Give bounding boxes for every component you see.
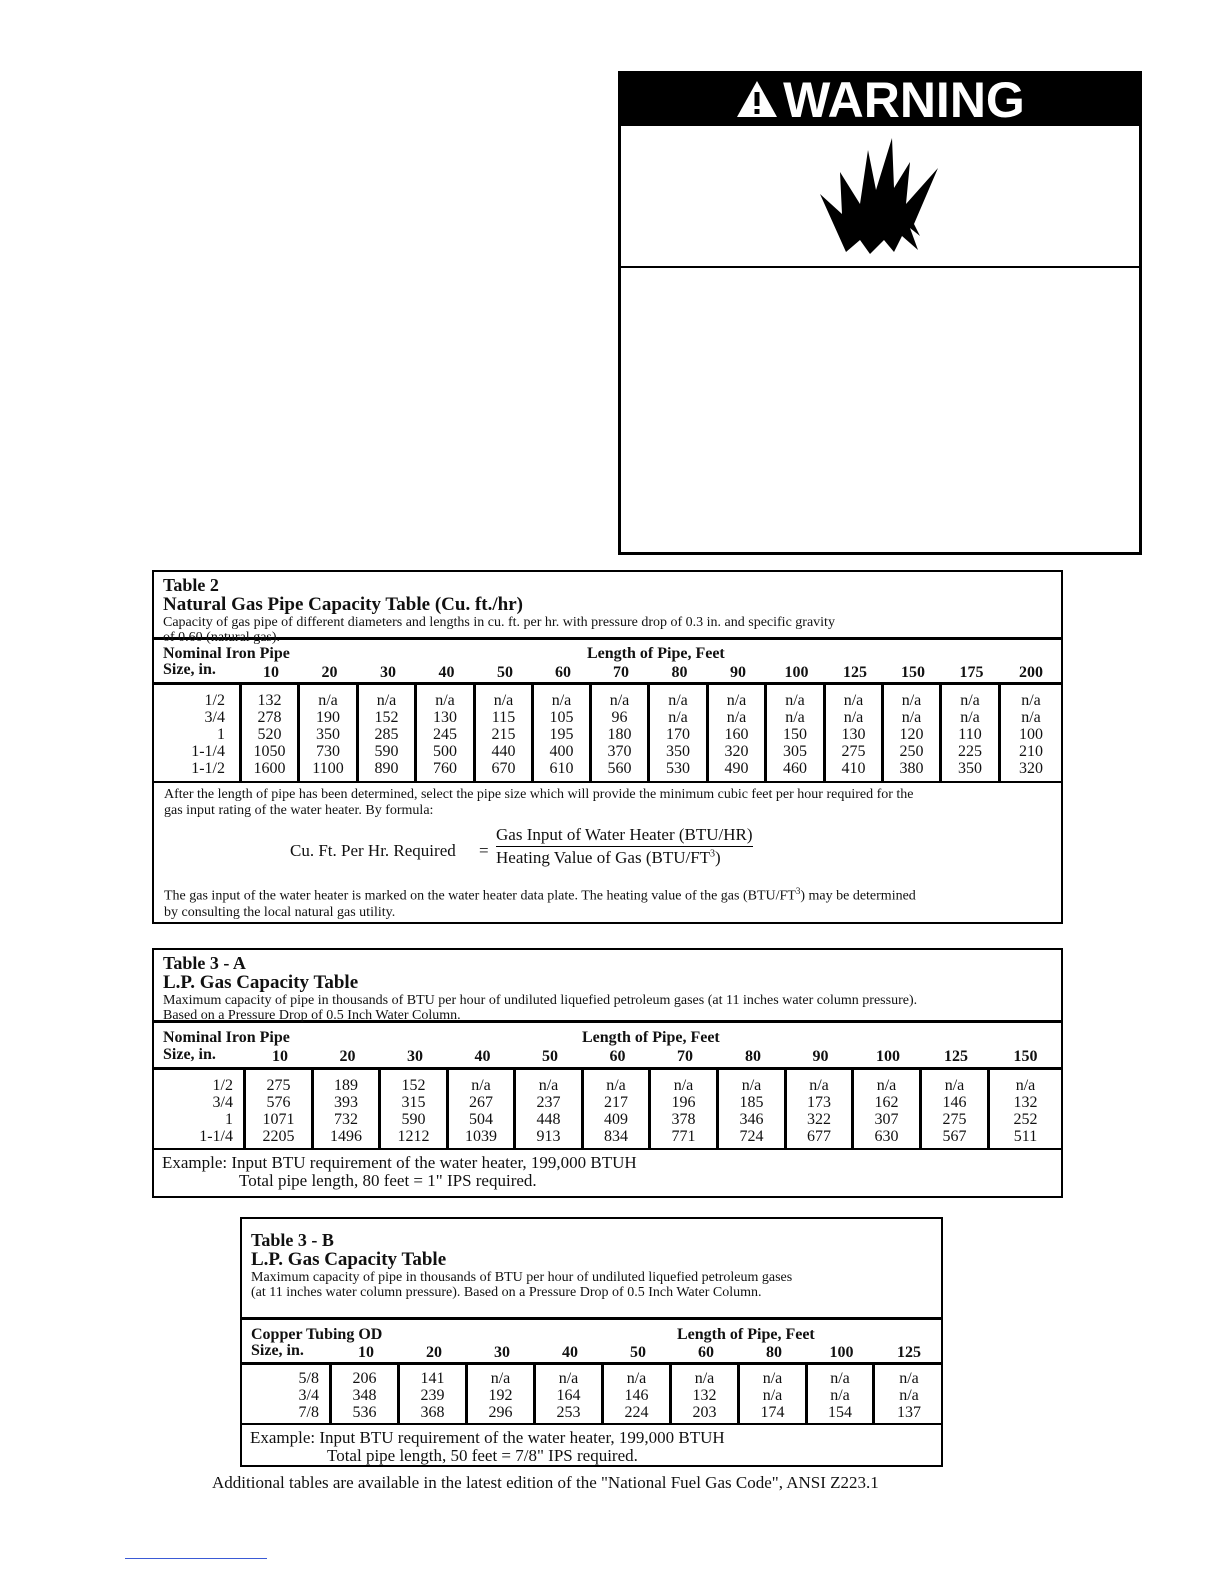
data-column: [740, 1365, 808, 1423]
footnote-line: by consulting the local natural gas utility.: [164, 904, 396, 920]
warning-title: WARNING: [783, 72, 1025, 128]
warning-body: [621, 268, 1139, 548]
warning-graphic: [621, 126, 1139, 268]
capacity-cell: n/a: [668, 692, 688, 709]
capacity-cell: n/a: [960, 709, 980, 726]
pipe-size-cell: 3/4: [298, 1387, 319, 1404]
capacity-cell: 590: [401, 1111, 426, 1128]
capacity-cell: 192: [488, 1387, 513, 1404]
length-heading: 50: [630, 1344, 646, 1361]
length-heading: 10: [263, 664, 279, 681]
capacity-cell: n/a: [843, 692, 864, 709]
additional-tables-note: Additional tables are available in the latest edition of the "National Fuel Gas Code", ANSI Z223.1: [212, 1473, 879, 1492]
capacity-cell: 520: [257, 726, 282, 743]
length-heading: 100: [829, 1344, 854, 1361]
capacity-cell: n/a: [762, 1387, 783, 1404]
capacity-cell: 1050: [253, 743, 286, 760]
formula: [154, 825, 1061, 879]
capacity-cell: 350: [316, 726, 340, 743]
capacity-cell: 132: [257, 692, 282, 709]
capacity-cell: 189: [334, 1077, 358, 1094]
capacity-cell: 410: [841, 760, 866, 777]
data-column: [709, 685, 767, 781]
capacity-cell: n/a: [673, 1077, 694, 1094]
capacity-cell: 2205: [262, 1128, 295, 1145]
data-column: [536, 1365, 604, 1423]
capacity-cell: 1212: [397, 1128, 430, 1145]
length-heading: 40: [562, 1344, 578, 1361]
capacity-cell: 890: [374, 760, 399, 777]
capacity-cell: 670: [491, 760, 516, 777]
capacity-cell: n/a: [876, 1077, 897, 1094]
length-heading: 20: [321, 664, 338, 681]
capacity-cell: n/a: [318, 692, 338, 709]
data-column: [787, 1070, 854, 1148]
capacity-cell: 160: [724, 726, 749, 743]
capacity-cell: n/a: [471, 1077, 491, 1094]
data-column: [417, 685, 476, 781]
data-column: [884, 685, 942, 781]
data-column: [767, 685, 826, 781]
table-description: Based on a Pressure Drop of 0.5 Inch Water Column.: [163, 1008, 461, 1023]
pipe-size-cell: 5/8: [298, 1370, 319, 1387]
capacity-cell: n/a: [609, 692, 630, 709]
data-column: [650, 685, 709, 781]
data-column: [672, 1365, 740, 1423]
table-example: [154, 1150, 1061, 1194]
capacity-cell: 1600: [253, 760, 286, 777]
length-label: Length of Pipe, Feet: [587, 645, 725, 662]
pipe-size-cell: 1-1/4: [191, 743, 225, 760]
capacity-cell: n/a: [901, 692, 922, 709]
capacity-cell: 217: [604, 1094, 628, 1111]
formula-equals: =: [479, 841, 489, 860]
length-heading: 100: [876, 1048, 900, 1065]
capacity-cell: 490: [724, 760, 749, 777]
data-column: [584, 1070, 651, 1148]
capacity-cell: n/a: [726, 692, 747, 709]
length-heading: 80: [766, 1344, 782, 1361]
length-heading: 70: [677, 1048, 693, 1065]
column-header: [154, 1023, 1061, 1070]
capacity-cell: 150: [783, 726, 807, 743]
capacity-cell: n/a: [668, 709, 688, 726]
length-heading: 150: [901, 664, 925, 681]
capacity-cell: 174: [760, 1404, 785, 1421]
table-3a-header: [154, 950, 1061, 1023]
data-column: [942, 685, 1001, 781]
capacity-cell: 730: [316, 743, 340, 760]
capacity-cell: 225: [958, 743, 982, 760]
size-label: Nominal Iron Pipe: [163, 1029, 290, 1046]
capacity-cell: 560: [607, 760, 632, 777]
data-column: [468, 1365, 536, 1423]
column-header: [242, 1320, 941, 1365]
table-title: L.P. Gas Capacity Table: [163, 972, 359, 993]
table-description: Maximum capacity of pipe in thousands of BTU per hour of undiluted liquefied petroleum gases: [251, 1270, 793, 1285]
capacity-cell: 210: [1019, 743, 1043, 760]
length-heading: 125: [897, 1344, 921, 1361]
capacity-cell: 154: [828, 1404, 852, 1421]
capacity-cell: 315: [401, 1094, 426, 1111]
capacity-cell: n/a: [435, 692, 455, 709]
capacity-cell: 253: [556, 1404, 581, 1421]
capacity-cell: 732: [334, 1111, 358, 1128]
capacity-cell: 132: [692, 1387, 717, 1404]
data-column: [332, 1365, 400, 1423]
capacity-cell: 307: [874, 1111, 899, 1128]
capacity-cell: 370: [607, 743, 632, 760]
capacity-cell: 146: [942, 1094, 967, 1111]
capacity-cell: 141: [420, 1370, 445, 1387]
capacity-cell: n/a: [1021, 692, 1041, 709]
table-example: [242, 1425, 941, 1469]
data-column: [719, 1070, 787, 1148]
length-heading: 10: [358, 1344, 374, 1361]
capacity-cell: 760: [433, 760, 457, 777]
capacity-cell: 110: [958, 726, 982, 743]
capacity-cell: 296: [488, 1404, 513, 1421]
capacity-cell: 173: [807, 1094, 831, 1111]
size-label: Size, in.: [163, 1046, 216, 1063]
capacity-cell: n/a: [899, 1387, 919, 1404]
capacity-cell: 120: [899, 726, 924, 743]
length-heading: 80: [671, 664, 688, 681]
length-heading: 40: [474, 1048, 491, 1065]
capacity-cell: 206: [352, 1370, 377, 1387]
warning-header: [621, 74, 1139, 126]
data-column: [875, 1365, 943, 1423]
capacity-cell: 350: [666, 743, 690, 760]
data-column: [314, 1070, 381, 1148]
capacity-cell: 504: [469, 1111, 493, 1128]
table-3b-header: [242, 1219, 941, 1320]
warning-triangle-icon: [735, 76, 779, 128]
data-column: [990, 1070, 1061, 1148]
table-description: Capacity of gas pipe of different diameters and lengths in cu. ft. per hr. with pressure drop of 0.3 in. and specific gravity: [163, 615, 835, 630]
capacity-cell: 380: [899, 760, 924, 777]
capacity-cell: 409: [604, 1111, 628, 1128]
capacity-cell: 320: [724, 743, 749, 760]
explosion-icon: [810, 132, 950, 260]
data-column: [359, 685, 417, 781]
capacity-cell: 152: [374, 709, 399, 726]
size-label: Size, in.: [163, 661, 216, 678]
capacity-cell: n/a: [762, 1370, 783, 1387]
capacity-cell: 576: [266, 1094, 291, 1111]
formula-lhs: Cu. Ft. Per Hr. Required: [290, 841, 456, 860]
capacity-cell: 285: [374, 726, 399, 743]
example-line: Total pipe length, 50 feet = 7/8" IPS required.: [327, 1446, 638, 1465]
capacity-cell: 275: [266, 1077, 291, 1094]
capacity-cell: 440: [491, 743, 516, 760]
capacity-cell: n/a: [726, 709, 747, 726]
capacity-cell: 152: [401, 1077, 426, 1094]
capacity-cell: 400: [549, 743, 574, 760]
footnote-line: The gas input of the water heater is marked on the water heater data plate. The heating value of the gas $(BTU/FT^3)$ may be determined: [164, 886, 916, 904]
capacity-cell: 250: [899, 743, 924, 760]
capacity-cell: 834: [604, 1128, 628, 1145]
capacity-cell: 350: [958, 760, 982, 777]
data-column: [381, 1070, 449, 1148]
footnote-line: gas input rating of the water heater. By formula:: [164, 803, 434, 818]
pipe-size-cell: 1/2: [204, 692, 225, 709]
capacity-cell: 190: [316, 709, 340, 726]
length-heading: 100: [784, 664, 809, 681]
data-column: [922, 1070, 990, 1148]
length-heading: 60: [555, 664, 571, 681]
length-heading: 125: [944, 1048, 968, 1065]
length-heading: 60: [698, 1344, 714, 1361]
capacity-cell: 771: [671, 1128, 696, 1145]
table-description: (at 11 inches water column pressure). Based on a Pressure Drop of 0.5 Inch Water Column.: [251, 1285, 762, 1300]
data-column: [1001, 685, 1061, 781]
length-heading: 70: [613, 664, 629, 681]
capacity-cell: 460: [783, 760, 807, 777]
size-label: Nominal Iron Pipe: [163, 645, 290, 662]
capacity-cell: 267: [469, 1094, 493, 1111]
pipe-size-cell: 3/4: [204, 709, 225, 726]
capacity-cell: 1071: [262, 1111, 295, 1128]
length-heading: 40: [438, 664, 455, 681]
capacity-cell: 511: [1013, 1128, 1038, 1145]
capacity-cell: n/a: [830, 1370, 850, 1387]
data-column: [808, 1365, 875, 1423]
table-3a: [152, 948, 1063, 1198]
length-heading: 60: [609, 1048, 626, 1065]
capacity-cell: 245: [433, 726, 457, 743]
capacity-cell: n/a: [809, 1077, 829, 1094]
capacity-cell: 1039: [465, 1128, 497, 1145]
capacity-cell: n/a: [785, 692, 805, 709]
capacity-cell: 275: [841, 743, 866, 760]
capacity-cell: 100: [1019, 726, 1043, 743]
data-column: [651, 1070, 719, 1148]
length-heading: 20: [339, 1048, 356, 1065]
capacity-cell: 239: [420, 1387, 445, 1404]
data-grid: [154, 1070, 1061, 1150]
data-grid: [242, 1365, 941, 1425]
length-heading: 80: [745, 1048, 761, 1065]
capacity-cell: 203: [692, 1404, 717, 1421]
capacity-cell: n/a: [960, 692, 980, 709]
capacity-cell: n/a: [1021, 709, 1041, 726]
table-number: Table 2: [163, 575, 219, 595]
length-heading: 50: [497, 664, 513, 681]
formula-numerator: Gas Input of Water Heater (BTU/HR): [496, 825, 753, 847]
length-heading: 150: [1013, 1048, 1038, 1065]
capacity-cell: 185: [739, 1094, 764, 1111]
length-heading: 30: [380, 664, 396, 681]
capacity-cell: n/a: [899, 1370, 919, 1387]
capacity-cell: 677: [807, 1128, 831, 1145]
capacity-cell: 130: [433, 709, 457, 726]
capacity-cell: n/a: [843, 709, 864, 726]
capacity-cell: n/a: [376, 692, 397, 709]
length-heading: 30: [407, 1048, 423, 1065]
capacity-cell: n/a: [901, 709, 922, 726]
example-line: Example: Input BTU requirement of the water heater, 199,000 BTUH: [250, 1428, 725, 1447]
capacity-cell: 393: [334, 1094, 358, 1111]
table-3b: [240, 1217, 943, 1467]
data-column: [534, 685, 592, 781]
capacity-cell: 196: [671, 1094, 696, 1111]
capacity-cell: n/a: [785, 709, 805, 726]
pipe-size-cell: 1-1/4: [199, 1128, 233, 1145]
footnote-line: After the length of pipe has been determined, select the pipe size which will provide the minimum cubic feet per hour required for the: [164, 787, 914, 802]
pipe-size-cell: 1: [225, 1111, 233, 1128]
capacity-cell: n/a: [493, 692, 514, 709]
table-2: [152, 570, 1063, 924]
length-heading: 90: [730, 664, 746, 681]
capacity-cell: 320: [1019, 760, 1043, 777]
pipe-size-cell: 1/2: [212, 1077, 233, 1094]
length-heading: 20: [426, 1344, 442, 1361]
length-heading: 10: [272, 1048, 288, 1065]
size-column: [154, 1070, 246, 1148]
capacity-cell: 368: [420, 1404, 445, 1421]
table-footnote: [154, 879, 1061, 927]
capacity-cell: 610: [549, 760, 574, 777]
capacity-cell: n/a: [741, 1077, 762, 1094]
capacity-cell: 170: [666, 726, 690, 743]
capacity-cell: 105: [549, 709, 574, 726]
data-column: [826, 685, 884, 781]
data-grid: [154, 685, 1061, 783]
table-description: Maximum capacity of pipe in thousands of BTU per hour of undiluted liquefied petroleum gases (at 11 inches water column pressure).: [163, 993, 918, 1008]
capacity-cell: 132: [1013, 1094, 1038, 1111]
pipe-size-cell: 1-1/2: [191, 760, 225, 777]
table-2-header: [154, 572, 1061, 645]
length-heading: 30: [494, 1344, 510, 1361]
length-label: Length of Pipe, Feet: [582, 1029, 720, 1046]
size-column: [154, 685, 242, 781]
data-column: [246, 1070, 314, 1148]
table-description: of 0.60 (natural gas).: [163, 630, 281, 645]
capacity-cell: 195: [549, 726, 574, 743]
length-label: Length of Pipe, Feet: [677, 1326, 815, 1343]
capacity-cell: n/a: [606, 1077, 626, 1094]
capacity-cell: n/a: [830, 1387, 850, 1404]
capacity-cell: 96: [611, 709, 628, 726]
capacity-cell: 215: [491, 726, 516, 743]
capacity-cell: n/a: [1015, 1077, 1036, 1094]
formula-denominator: Heating Value of Gas $(BTU/FT^3)$: [496, 848, 721, 867]
size-label: Size, in.: [251, 1342, 304, 1359]
capacity-cell: 348: [352, 1387, 377, 1404]
data-column: [242, 685, 300, 781]
capacity-cell: 305: [783, 743, 807, 760]
warning-box: [618, 71, 1142, 555]
capacity-cell: n/a: [558, 1370, 579, 1387]
capacity-cell: 500: [433, 743, 457, 760]
table-number: Table 3 - B: [251, 1230, 334, 1250]
length-heading: 50: [542, 1048, 558, 1065]
capacity-cell: 162: [874, 1094, 899, 1111]
capacity-cell: 536: [352, 1404, 377, 1421]
table-footnote: [154, 783, 1061, 825]
capacity-cell: n/a: [538, 1077, 559, 1094]
data-column: [516, 1070, 584, 1148]
example-line: Total pipe length, 80 feet = 1" IPS required.: [239, 1171, 537, 1190]
data-column: [449, 1070, 516, 1148]
capacity-cell: n/a: [694, 1370, 715, 1387]
capacity-cell: 130: [841, 726, 866, 743]
data-column: [400, 1365, 468, 1423]
capacity-cell: 115: [491, 709, 516, 726]
capacity-cell: 630: [874, 1128, 899, 1145]
data-column: [604, 1365, 672, 1423]
capacity-cell: 278: [257, 709, 282, 726]
capacity-cell: 567: [942, 1128, 967, 1145]
table-title: Natural Gas Pipe Capacity Table (Cu. ft./hr): [163, 594, 523, 615]
capacity-cell: 724: [739, 1128, 764, 1145]
data-column: [854, 1070, 922, 1148]
capacity-cell: 1100: [312, 760, 344, 777]
capacity-cell: 322: [807, 1111, 831, 1128]
length-heading: 125: [843, 664, 867, 681]
capacity-cell: 237: [536, 1094, 561, 1111]
capacity-cell: n/a: [490, 1370, 511, 1387]
table-number: Table 3 - A: [163, 953, 246, 973]
table-title: L.P. Gas Capacity Table: [251, 1249, 447, 1270]
capacity-cell: 137: [897, 1404, 921, 1421]
capacity-cell: 164: [556, 1387, 581, 1404]
capacity-cell: 252: [1013, 1111, 1038, 1128]
capacity-cell: n/a: [944, 1077, 965, 1094]
size-label: Copper Tubing OD: [251, 1326, 383, 1343]
capacity-cell: 530: [666, 760, 690, 777]
capacity-cell: 275: [942, 1111, 967, 1128]
capacity-cell: 146: [624, 1387, 649, 1404]
length-heading: 200: [1019, 664, 1043, 681]
capacity-cell: 346: [739, 1111, 764, 1128]
footer-link-line: [125, 1558, 267, 1559]
pipe-size-cell: 7/8: [298, 1404, 319, 1421]
capacity-cell: 224: [624, 1404, 649, 1421]
capacity-cell: 378: [671, 1111, 696, 1128]
capacity-cell: n/a: [551, 692, 572, 709]
size-column: [242, 1365, 332, 1423]
data-column: [476, 685, 534, 781]
pipe-size-cell: 3/4: [212, 1094, 233, 1111]
capacity-cell: 180: [607, 726, 632, 743]
capacity-cell: 1496: [330, 1128, 362, 1145]
column-header: [154, 640, 1061, 685]
capacity-cell: 448: [536, 1111, 561, 1128]
length-heading: 90: [812, 1048, 829, 1065]
example-line: Example: Input BTU requirement of the water heater, 199,000 BTUH: [162, 1153, 637, 1172]
capacity-cell: n/a: [626, 1370, 647, 1387]
capacity-cell: 590: [374, 743, 399, 760]
length-heading: 175: [959, 664, 984, 681]
data-column: [300, 685, 359, 781]
data-column: [592, 685, 650, 781]
capacity-cell: 913: [536, 1128, 561, 1145]
pipe-size-cell: 1: [217, 726, 225, 743]
